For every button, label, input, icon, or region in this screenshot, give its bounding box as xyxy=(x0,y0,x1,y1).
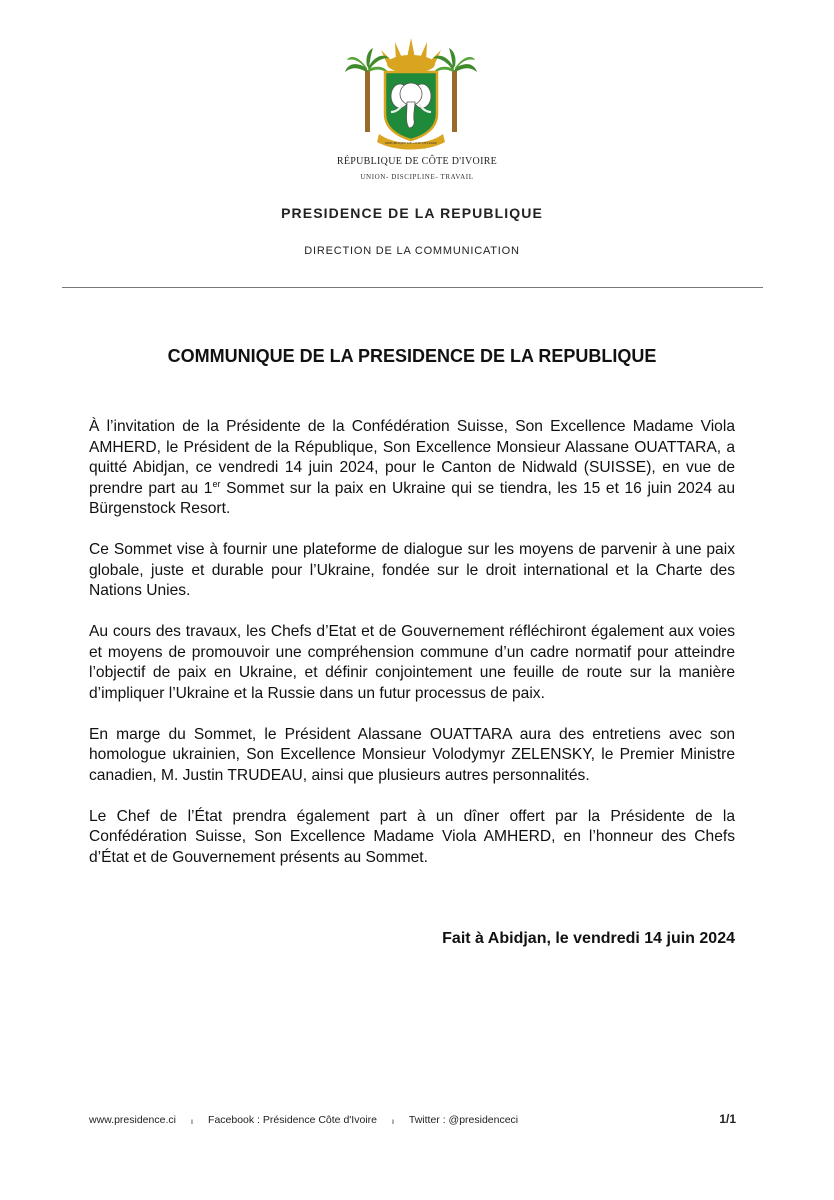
footer-facebook[interactable]: Facebook : Présidence Côte d'Ivoire xyxy=(208,1114,377,1126)
document-title: COMMUNIQUE DE LA PRESIDENCE DE LA REPUBLIQUE xyxy=(167,346,657,366)
sun-rays xyxy=(381,38,441,73)
paragraph-2: Ce Sommet vise à fournir une plateforme de dialogue sur les moyens de parvenir à une paix globale, juste et durable pour l’Ukraine, fondée sur le droit international et la Charte des Nations Unies. xyxy=(89,541,735,599)
office-heading: PRESIDENCE DE LA REPUBLIQUE xyxy=(281,205,543,221)
place-and-date: Fait à Abidjan, le vendredi 14 juin 2024 xyxy=(442,930,735,947)
paragraph-4: En marge du Sommet, le Président Alassane OUATTARA aura des entretiens avec son homologue ukrainien, Son Excellence Monsieur Volodymyr ZELENSKY, le Premier Ministre canadien, M. Justin TRUDEAU, ainsi que plusieurs autres personnalités. xyxy=(89,725,735,784)
paragraph-3: Au cours des travaux, les Chefs d’Etat et de Gouvernement réfléchiront également aux voies et moyens de promouvoir une compréhension commune d’un cadre normatif pour atteindre l’objectif de paix en Ukraine, et définir conjointement une feuille de route sur la manière d’impliquer l’Ukraine et la Russie dans un futur processus de paix. xyxy=(89,623,735,702)
footer-twitter[interactable]: Twitter : @presidenceci xyxy=(408,1114,519,1126)
header-divider xyxy=(62,287,763,288)
page-number: 1/1 xyxy=(719,1112,736,1126)
document-body xyxy=(89,417,735,889)
footer-website[interactable]: www.presidence.ci xyxy=(89,1114,176,1126)
footer xyxy=(89,1114,518,1126)
palm-tree-left xyxy=(345,48,389,132)
paragraph-1: À l’invitation de la Présidente de la Confédération Suisse, Son Excellence Madame Viola AMHERD, le Président de la République, Son Excellence Monsieur Alassane OUATTARA, a quitté Abidjan, ce vendredi 14 juin 2024, pour le Canton de Nidwald (SUISSE), en vue de prendre part au 1er Sommet sur la paix en Ukraine qui se tiendra, les 15 et 16 juin 2024 au Bürgenstock Resort. xyxy=(89,418,735,517)
coat-of-arms-emblem xyxy=(345,36,477,154)
country-name: RÉPUBLIQUE DE CÔTE D'IVOIRE xyxy=(336,156,498,167)
paragraph-5: Le Chef de l’État prendra également part à un dîner offert par la Présidente de la Confédération Suisse, Son Excellence Madame Viola AMHERD, en l’honneur des Chefs d’État et de Gouvernement présents au Sommet. xyxy=(89,807,735,866)
footer-separator: ı xyxy=(190,1117,194,1126)
ribbon-text: REPUBLIQUE DE COTE D'IVOIRE xyxy=(385,141,437,145)
footer-separator: ı xyxy=(391,1117,395,1126)
department-heading: DIRECTION DE LA COMMUNICATION xyxy=(304,245,520,257)
palm-tree-right xyxy=(433,48,477,132)
national-motto: UNION- DISCIPLINE- TRAVAIL xyxy=(360,173,474,181)
